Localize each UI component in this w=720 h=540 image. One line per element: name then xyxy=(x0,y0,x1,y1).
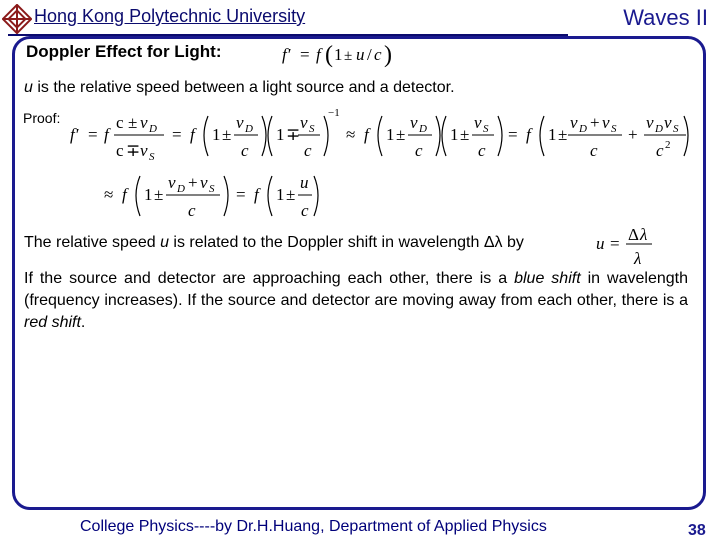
svg-text:f′: f′ xyxy=(282,45,291,64)
svg-text:1: 1 xyxy=(276,185,285,204)
svg-text:c: c xyxy=(656,141,664,160)
svg-text:v: v xyxy=(602,113,610,132)
svg-text:(: ( xyxy=(325,42,333,68)
shift-sentence xyxy=(24,234,524,252)
blue-shift-term: blue shift xyxy=(514,270,581,287)
course-title: Waves II xyxy=(623,5,708,30)
svg-text:∓: ∓ xyxy=(126,141,141,160)
svg-text:±: ± xyxy=(344,48,353,64)
svg-text:±: ± xyxy=(286,185,296,204)
svg-text:±: ± xyxy=(222,125,232,144)
svg-text:−1: −1 xyxy=(328,107,340,119)
svg-text:λ: λ xyxy=(640,225,648,244)
svg-text:Δ: Δ xyxy=(628,225,639,244)
footer-credit: College Physics----by Dr.H.Huang, Department of Applied Physics xyxy=(80,518,547,535)
svg-text:±: ± xyxy=(460,125,470,144)
svg-text:S: S xyxy=(483,123,489,135)
svg-text:D: D xyxy=(149,123,157,135)
svg-text:u: u xyxy=(300,173,309,192)
svg-text:c: c xyxy=(374,45,382,64)
svg-text:λ: λ xyxy=(634,249,642,268)
svg-text:f: f xyxy=(254,185,259,204)
svg-text:≈: ≈ xyxy=(104,185,114,204)
shift-variable: u xyxy=(160,234,169,251)
proof-equation-line-1 xyxy=(66,104,696,164)
svg-text:±: ± xyxy=(396,125,406,144)
svg-text:D: D xyxy=(419,123,427,135)
shift-text-before: The relative speed xyxy=(24,234,161,251)
svg-text:f: f xyxy=(104,125,109,144)
svg-text:S: S xyxy=(209,183,215,195)
svg-text:D: D xyxy=(177,183,185,195)
svg-text:c: c xyxy=(241,141,249,160)
speed-formula xyxy=(594,222,674,270)
svg-text:c: c xyxy=(116,141,124,160)
svg-text:+: + xyxy=(628,125,638,144)
svg-text:+: + xyxy=(590,113,600,132)
slide-heading: Doppler Effect for Light: xyxy=(26,42,222,61)
svg-text:/: / xyxy=(367,45,372,64)
svg-text:∓: ∓ xyxy=(286,125,301,144)
university-name: Hong Kong Polytechnic University xyxy=(34,6,306,26)
svg-text:f′: f′ xyxy=(70,125,79,144)
svg-text:v: v xyxy=(236,113,244,132)
svg-text:±: ± xyxy=(128,113,138,132)
university-logo-icon xyxy=(2,4,32,34)
svg-text:f: f xyxy=(364,125,369,144)
svg-text:f: f xyxy=(526,125,531,144)
svg-text:v: v xyxy=(300,113,308,132)
svg-text:f: f xyxy=(316,45,321,64)
svg-text:c: c xyxy=(415,141,423,160)
red-shift-term: red shift xyxy=(24,314,81,331)
intro-text: is the relative speed between a light source and a detector. xyxy=(32,79,455,96)
color-text-part1: If the source and detector are approaching each other, there is a xyxy=(24,270,515,287)
color-shift-paragraph xyxy=(24,268,688,334)
intro-line xyxy=(24,79,455,97)
svg-text:f: f xyxy=(190,125,195,144)
svg-text:=: = xyxy=(172,125,182,144)
svg-text:c: c xyxy=(304,141,312,160)
svg-text:1: 1 xyxy=(450,125,459,144)
svg-text:1: 1 xyxy=(144,185,153,204)
intro-variable: u xyxy=(24,79,33,96)
svg-text:v: v xyxy=(410,113,418,132)
svg-text:=: = xyxy=(88,125,98,144)
svg-text:v: v xyxy=(200,173,208,192)
svg-text:1: 1 xyxy=(276,125,285,144)
shift-symbol: Δλ xyxy=(483,234,503,251)
svg-text:u: u xyxy=(596,234,605,253)
svg-text:+: + xyxy=(188,173,198,192)
svg-text:=: = xyxy=(610,234,620,253)
svg-text:D: D xyxy=(579,123,587,135)
svg-text:c: c xyxy=(590,141,598,160)
svg-text:1: 1 xyxy=(212,125,221,144)
svg-text:v: v xyxy=(474,113,482,132)
svg-text:D: D xyxy=(245,123,253,135)
svg-text:v: v xyxy=(140,141,148,160)
svg-text:v: v xyxy=(664,113,672,132)
svg-text:=: = xyxy=(236,185,246,204)
svg-text:): ) xyxy=(384,42,392,68)
svg-text:1: 1 xyxy=(548,125,557,144)
svg-text:S: S xyxy=(611,123,617,135)
color-text-part3: . xyxy=(80,314,86,331)
svg-text:≈: ≈ xyxy=(346,125,356,144)
svg-text:c: c xyxy=(301,201,309,220)
svg-text:2: 2 xyxy=(665,139,671,151)
svg-text:u: u xyxy=(356,45,365,64)
svg-text:=: = xyxy=(508,125,518,144)
svg-text:=: = xyxy=(300,45,310,64)
proof-label: Proof: xyxy=(23,110,61,126)
svg-text:±: ± xyxy=(558,125,568,144)
svg-text:c: c xyxy=(478,141,486,160)
doppler-formula xyxy=(278,38,398,72)
page-number: 38 xyxy=(688,522,706,539)
svg-text:v: v xyxy=(646,113,654,132)
svg-text:±: ± xyxy=(154,185,164,204)
svg-text:v: v xyxy=(570,113,578,132)
svg-text:1: 1 xyxy=(386,125,395,144)
svg-text:c: c xyxy=(188,201,196,220)
svg-text:v: v xyxy=(140,113,148,132)
svg-text:v: v xyxy=(168,173,176,192)
svg-text:1: 1 xyxy=(334,45,343,64)
svg-text:S: S xyxy=(309,123,315,135)
svg-text:D: D xyxy=(655,123,663,135)
svg-text:c: c xyxy=(116,113,124,132)
shift-text-after: by xyxy=(502,234,524,251)
svg-text:f: f xyxy=(122,185,127,204)
color-text-part2: in wavelength (frequency increases). If the source and detector are moving away from each other, there is a xyxy=(24,270,688,309)
svg-text:S: S xyxy=(149,151,155,163)
svg-text:S: S xyxy=(673,123,679,135)
shift-text-middle: is related to the Doppler shift in wavelength xyxy=(168,234,484,251)
proof-equation-line-2 xyxy=(100,170,320,222)
